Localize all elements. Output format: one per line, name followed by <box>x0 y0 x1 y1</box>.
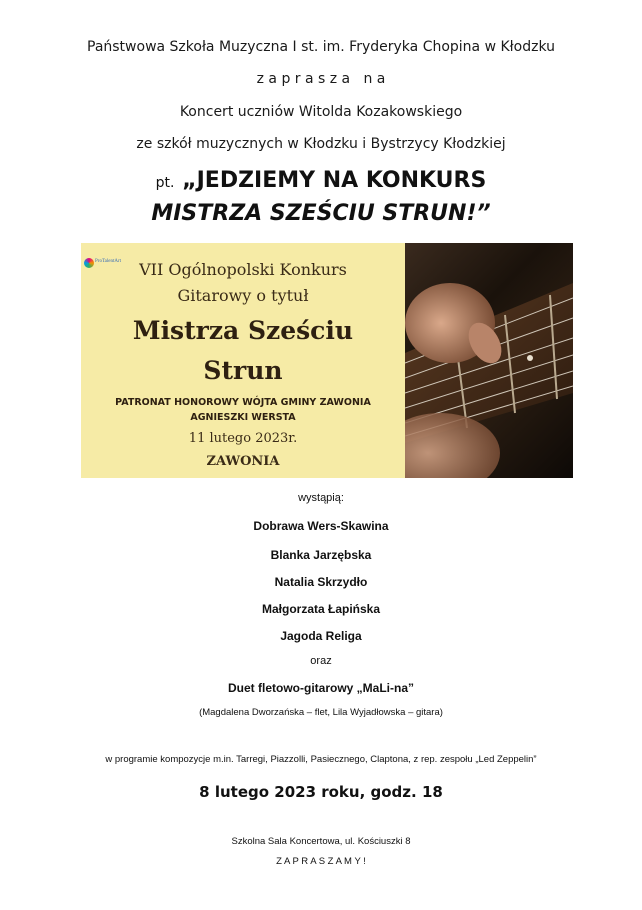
and-label: oraz <box>310 655 332 667</box>
program-text: w programie kompozycje m.in. Tarregi, Piazzolli, Pasiecznego, Claptona, z rep. zespołu „Led Zeppelin” <box>105 754 537 765</box>
poster-line-2: Gitarowy o tytuł <box>177 286 309 305</box>
school-name: Państwowa Szkoła Muzyczna I st. im. Fryderyka Chopina w Kłodzku <box>87 39 555 55</box>
performer-5: Jagoda Religa <box>280 629 362 643</box>
guitar-photo <box>405 243 573 478</box>
title-prefix: pt. <box>155 175 175 191</box>
title-line-1 <box>0 168 642 193</box>
schools-text: ze szkół muzycznych w Kłodzku i Bystrzycy Kłodzkiej <box>136 136 506 152</box>
concert-name: Koncert uczniów Witolda Kozakowskiego <box>179 104 463 120</box>
closing-text: Z A P R A S Z A M Y ! <box>276 856 366 867</box>
poster-line-4: Strun <box>203 356 283 385</box>
poster-line-3: Mistrza Sześciu <box>132 316 354 345</box>
invites-text: z a p r a s z a n a <box>256 71 386 87</box>
duet-members: (Magdalena Dworzańska – flet, Lila Wyjadłowska – gitara) <box>199 707 443 718</box>
poster-patron-1: PATRONAT HONOROWY WÓJTA GMINY ZAWONIA <box>115 397 371 408</box>
title-main: „JEDZIEMY NA KONKURS <box>182 168 487 193</box>
duet-name: Duet fletowo-gitarowy „MaLi-na” <box>228 681 414 695</box>
performer-4: Małgorzata Łapińska <box>261 602 381 616</box>
poster-patron-2: AGNIESZKI WERSTA <box>190 412 296 423</box>
competition-poster <box>81 243 573 478</box>
title-line-2: MISTRZA SZEŚCIU STRUN!” <box>151 201 491 226</box>
guitar-neck-icon <box>405 243 573 478</box>
performer-1: Dobrawa Wers-Skawina <box>253 519 389 533</box>
event-date: 8 lutego 2023 roku, godz. 18 <box>199 783 443 801</box>
logo-text: ProTalentArt <box>95 259 122 264</box>
performers-label: wystąpią: <box>298 492 344 504</box>
venue-text: Szkolna Sala Koncertowa, ul. Kościuszki 8 <box>231 836 411 847</box>
performer-2: Blanka Jarzębska <box>270 548 372 562</box>
poster-place: ZAWONIA <box>206 454 280 469</box>
performer-3: Natalia Skrzydło <box>274 575 368 589</box>
poster-date: 11 lutego 2023r. <box>188 431 298 446</box>
poster-line-1: VII Ogólnopolski Konkurs <box>139 260 347 279</box>
poster-text-panel <box>81 243 405 478</box>
